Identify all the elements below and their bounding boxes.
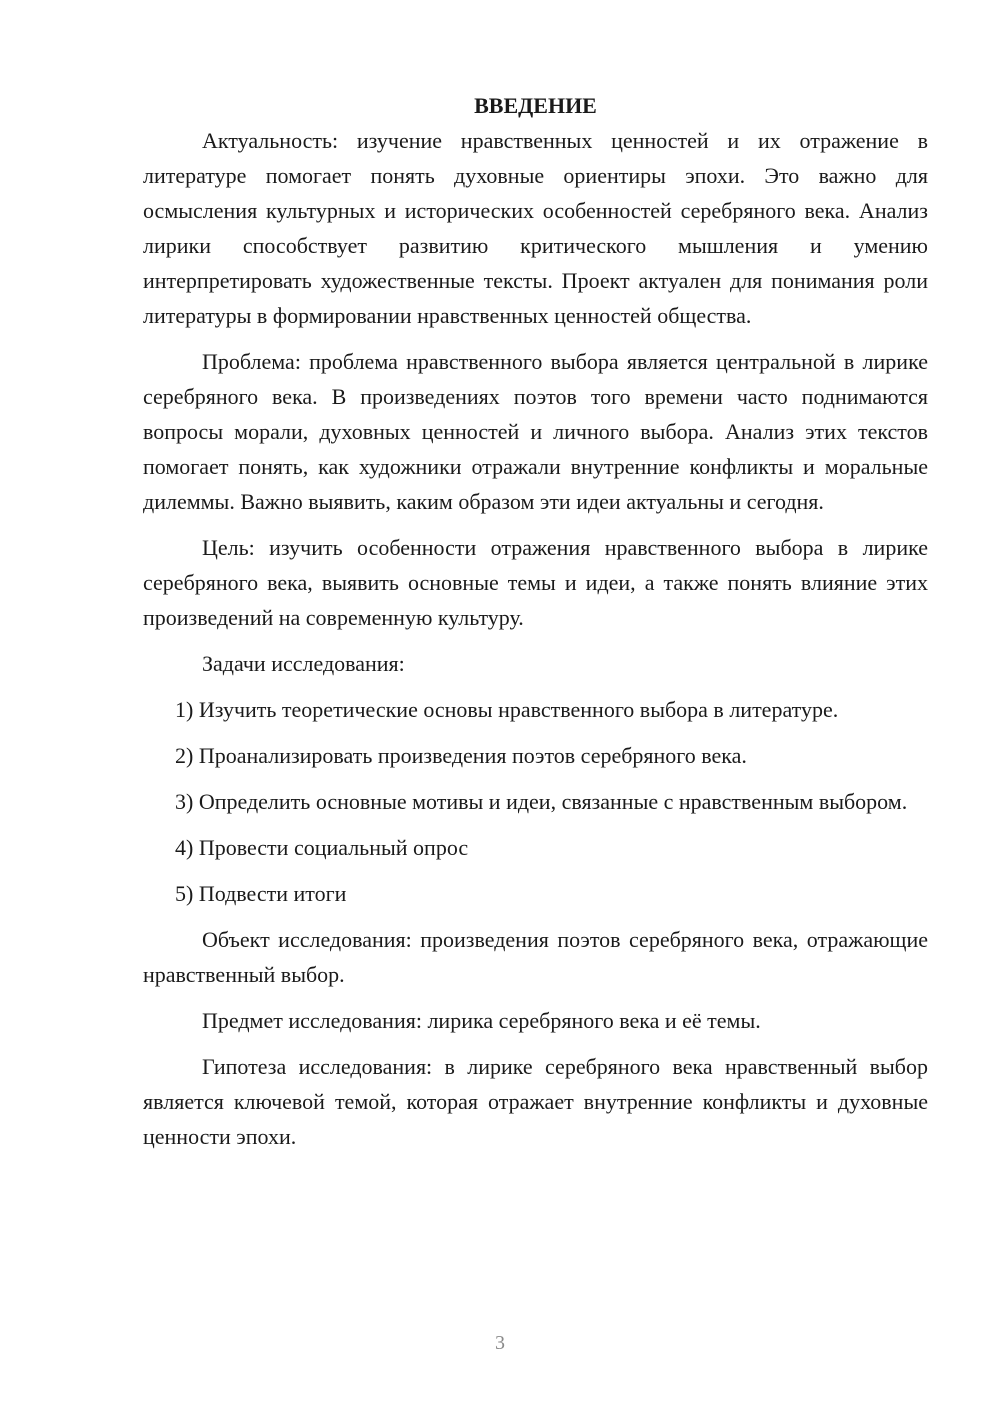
document-page (143, 88, 928, 1165)
subject-paragraph: Предмет исследования: лирика серебряного века и её темы. (202, 1008, 761, 1033)
problem-paragraph: Проблема: проблема нравственного выбора является центральной в лирике серебряного века. В произведениях поэтов того времени часто поднимаются вопросы морали, духовных ценностей и личного выбора. Анализ этих текстов помогает понять, как художники отражали внутренние конфликты и моральные дилеммы. Важно выявить, каким образом эти идеи актуальны и сегодня. (143, 349, 928, 514)
task-item-2: 2) Проанализировать произведения поэтов серебряного века. (175, 743, 747, 768)
task-item-4: 4) Провести социальный опрос (175, 835, 469, 860)
page-title: ВВЕДЕНИЕ (474, 93, 597, 118)
tasks-heading: Задачи исследования: (202, 651, 405, 676)
relevance-paragraph: Актуальность: изучение нравственных ценностей и их отражение в литературе помогает понять духовные ориентиры эпохи. Это важно для осмысления культурных и исторических особенностей серебряного века. Анализ лирики способствует развитию критического мышления и умению интерпретировать художественные тексты. Проект актуален для понимания роли литературы в формировании нравственных ценностей общества. (143, 128, 928, 328)
page-number: 3 (495, 1332, 505, 1354)
task-item-5: 5) Подвести итоги (175, 881, 347, 906)
object-paragraph: Объект исследования: произведения поэтов серебряного века, отражающие нравственный выбор. (143, 927, 928, 987)
task-item-1: 1) Изучить теоретические основы нравственного выбора в литературе. (175, 697, 839, 722)
hypothesis-paragraph: Гипотеза исследования: в лирике серебряного века нравственный выбор является ключевой темой, которая отражает внутренние конфликты и духовные ценности эпохи. (143, 1054, 928, 1149)
task-item-3: 3) Определить основные мотивы и идеи, связанные с нравственным выбором. (175, 789, 908, 814)
goal-paragraph: Цель: изучить особенности отражения нравственного выбора в лирике серебряного века, выявить основные темы и идеи, а также понять влияние этих произведений на современную культуру. (143, 535, 928, 630)
